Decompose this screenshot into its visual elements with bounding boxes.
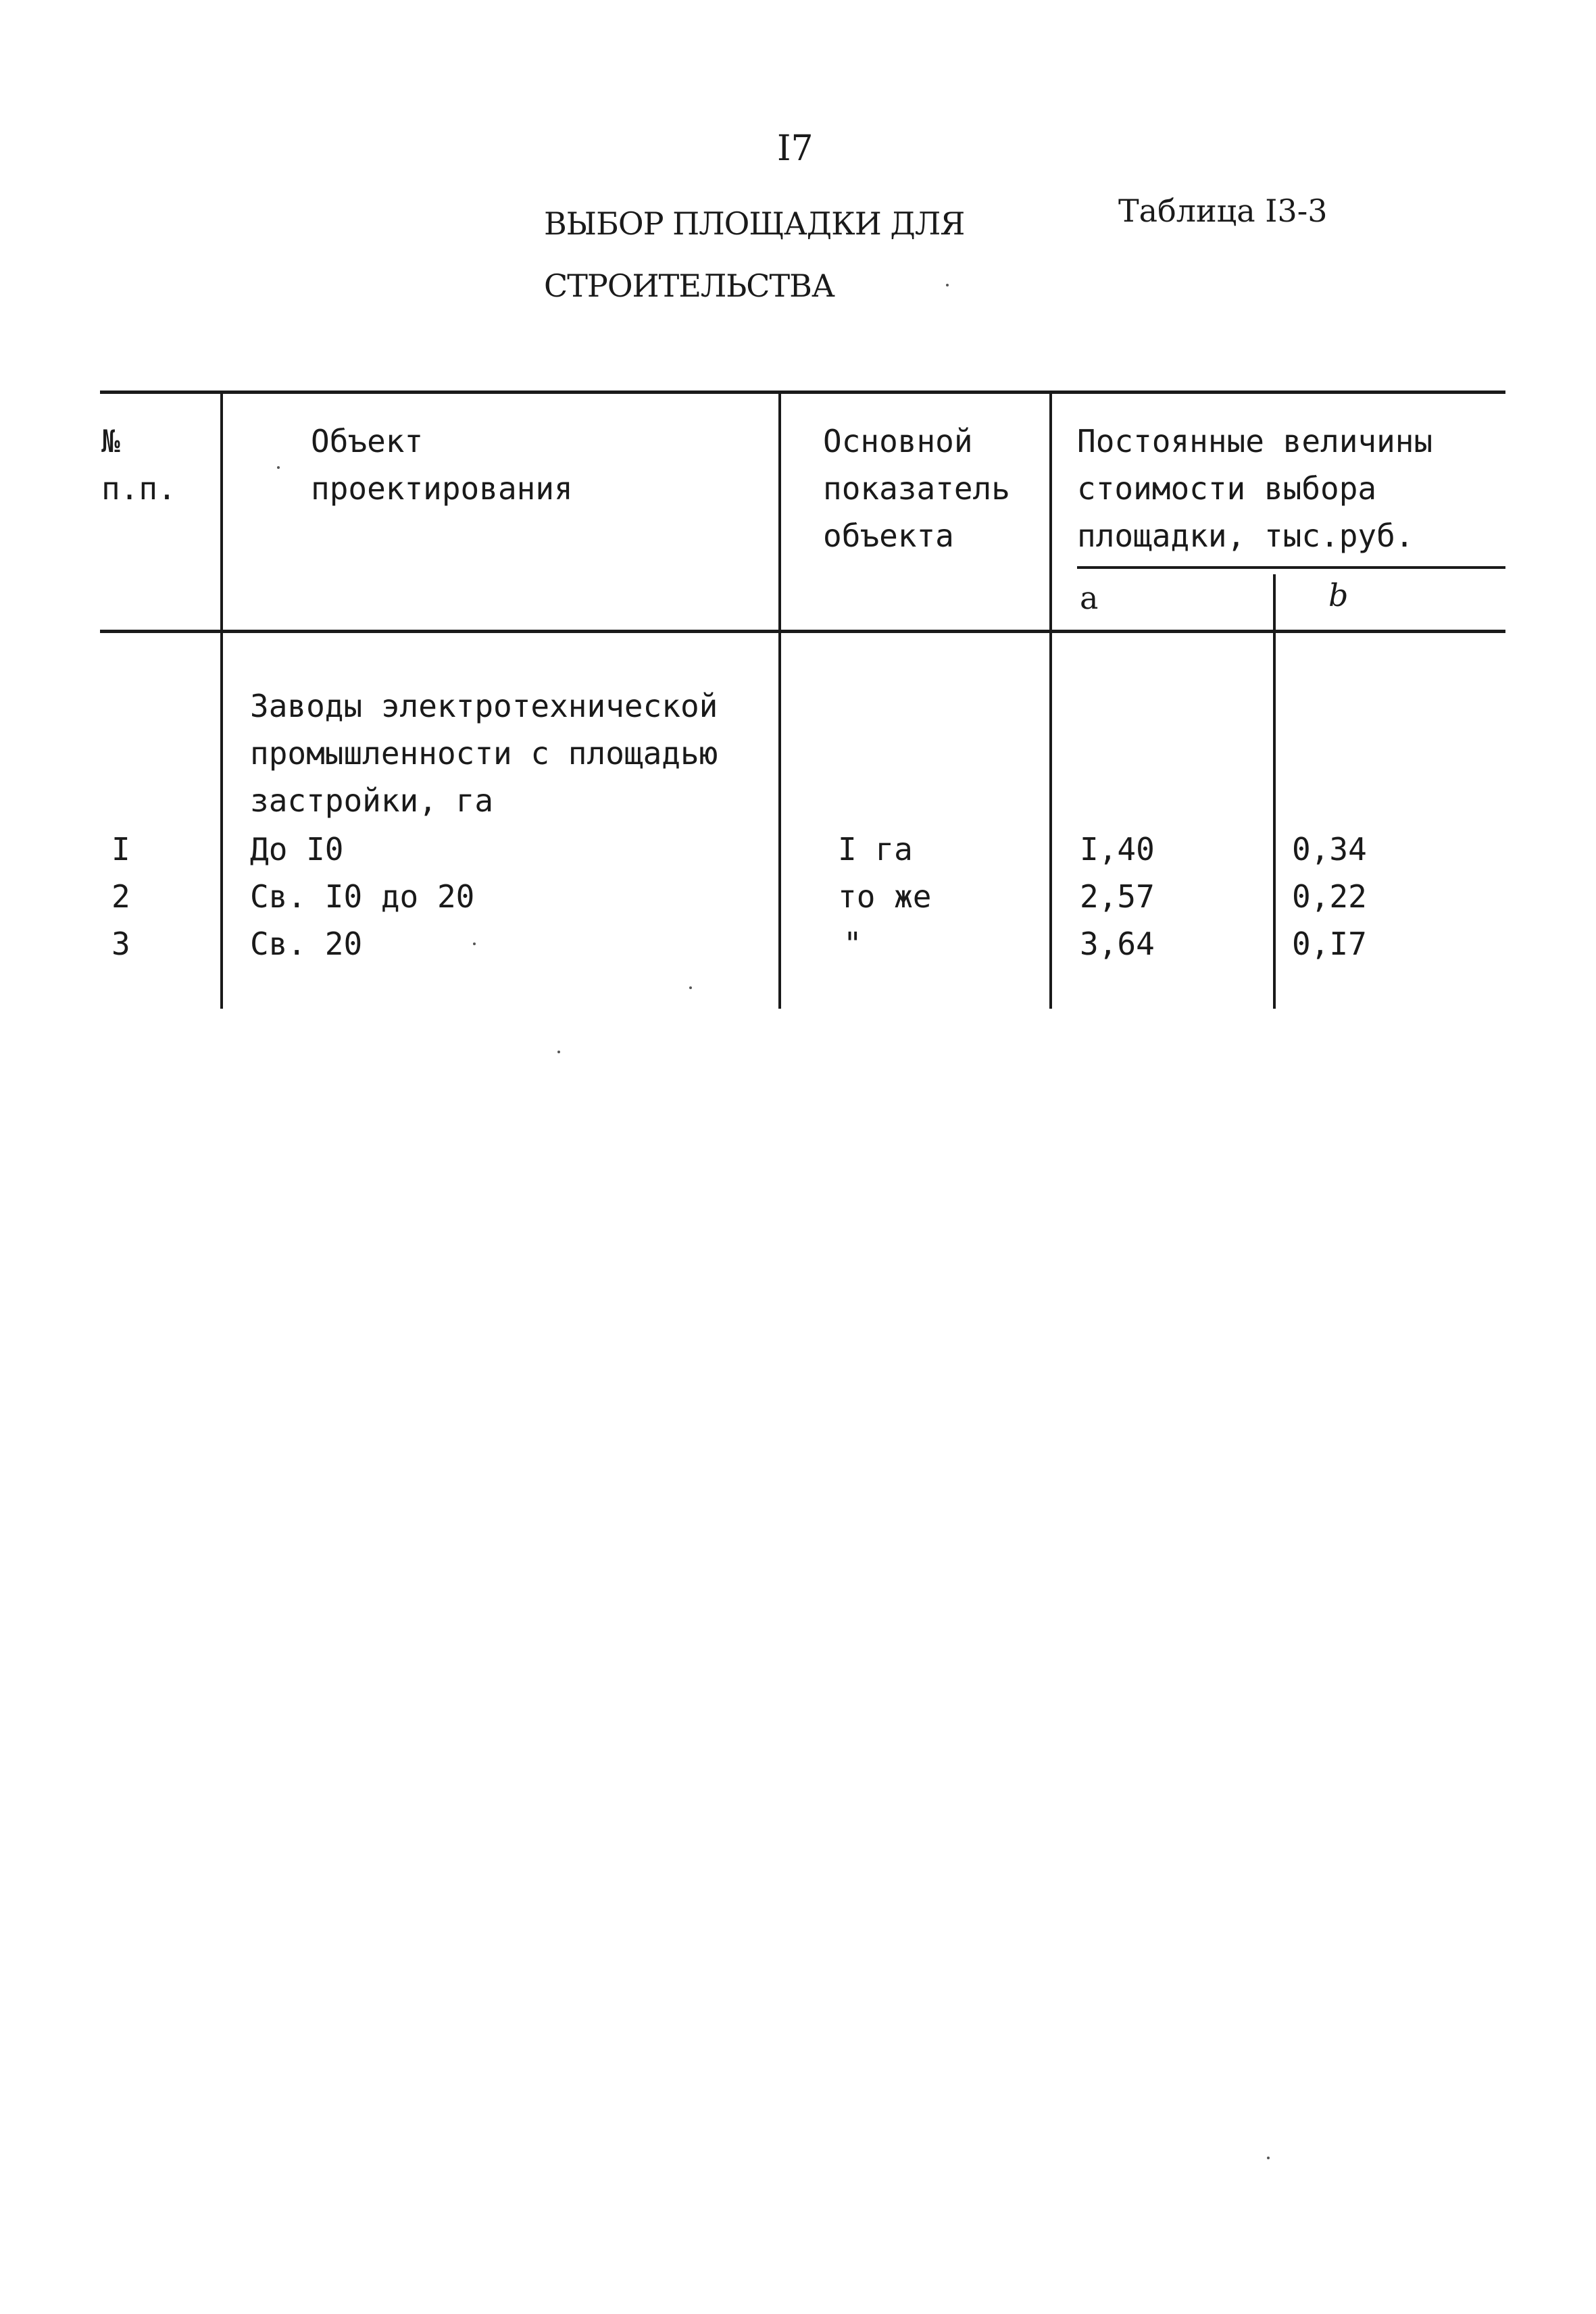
- header-col-b: b: [1328, 577, 1349, 613]
- header-number-line-2: п.п.: [101, 470, 176, 507]
- header-indicator-line-3: объекта: [823, 518, 954, 554]
- table-caption: Таблица I3-3: [1118, 193, 1328, 229]
- row-value-a: I,40: [1080, 831, 1155, 867]
- column-divider-1: [220, 391, 223, 1009]
- scan-speck: [557, 1051, 560, 1053]
- scan-speck: [473, 942, 476, 945]
- header-number: [101, 418, 176, 512]
- group-title-line-2: промышленности с площадью: [250, 735, 718, 772]
- column-divider-2: [778, 391, 781, 1009]
- row-object: Св. I0 до 20: [250, 878, 475, 915]
- row-value-b: 0,22: [1292, 878, 1367, 915]
- title-line-1: ВЫБОР ПЛОЩАДКИ ДЛЯ: [544, 205, 965, 242]
- row-value-b: 0,34: [1292, 831, 1367, 867]
- scan-speck: [689, 986, 692, 989]
- row-indicator: то же: [838, 878, 932, 915]
- header-constants: [1077, 418, 1432, 559]
- row-number: I: [111, 831, 130, 867]
- page-number: I7: [777, 128, 814, 169]
- scan-speck: [1267, 2157, 1270, 2159]
- column-divider-ab: [1273, 574, 1276, 1009]
- header-number-line-1: №: [101, 423, 120, 459]
- header-constants-line-1: Постоянные величины: [1077, 423, 1433, 459]
- group-title: [250, 682, 718, 824]
- group-title-line-1: Заводы электротехнической: [250, 688, 718, 724]
- table-header-rule: [100, 630, 1505, 633]
- row-value-a: 2,57: [1080, 878, 1155, 915]
- scan-speck: [277, 466, 280, 469]
- header-object-line-1: Объект: [311, 423, 424, 459]
- document-title: [544, 193, 964, 317]
- header-indicator: [823, 418, 1010, 559]
- title-line-2: СТРОИТЕЛЬСТВА: [544, 268, 834, 304]
- header-constants-line-3: площадки, тыс.руб.: [1077, 518, 1414, 554]
- header-object-line-2: проектирования: [311, 470, 573, 507]
- row-number: 2: [111, 878, 130, 915]
- constants-subheader-rule: [1077, 566, 1505, 569]
- row-value-a: 3,64: [1080, 926, 1155, 962]
- row-object: Св. 20: [250, 926, 363, 962]
- row-indicator: ": [843, 926, 862, 962]
- row-number: 3: [111, 926, 130, 962]
- column-divider-3: [1049, 391, 1052, 1009]
- header-col-a: a: [1080, 580, 1099, 616]
- table-top-rule: [100, 391, 1505, 394]
- header-object: [311, 418, 573, 512]
- group-title-line-3: застройки, га: [250, 782, 494, 819]
- row-value-b: 0,I7: [1292, 926, 1367, 962]
- scan-speck: [946, 284, 949, 286]
- row-object: До I0: [250, 831, 344, 867]
- header-indicator-line-2: показатель: [823, 470, 1010, 507]
- row-indicator: I га: [838, 831, 913, 867]
- header-indicator-line-1: Основной: [823, 423, 973, 459]
- header-constants-line-2: стоимости выбора: [1077, 470, 1377, 507]
